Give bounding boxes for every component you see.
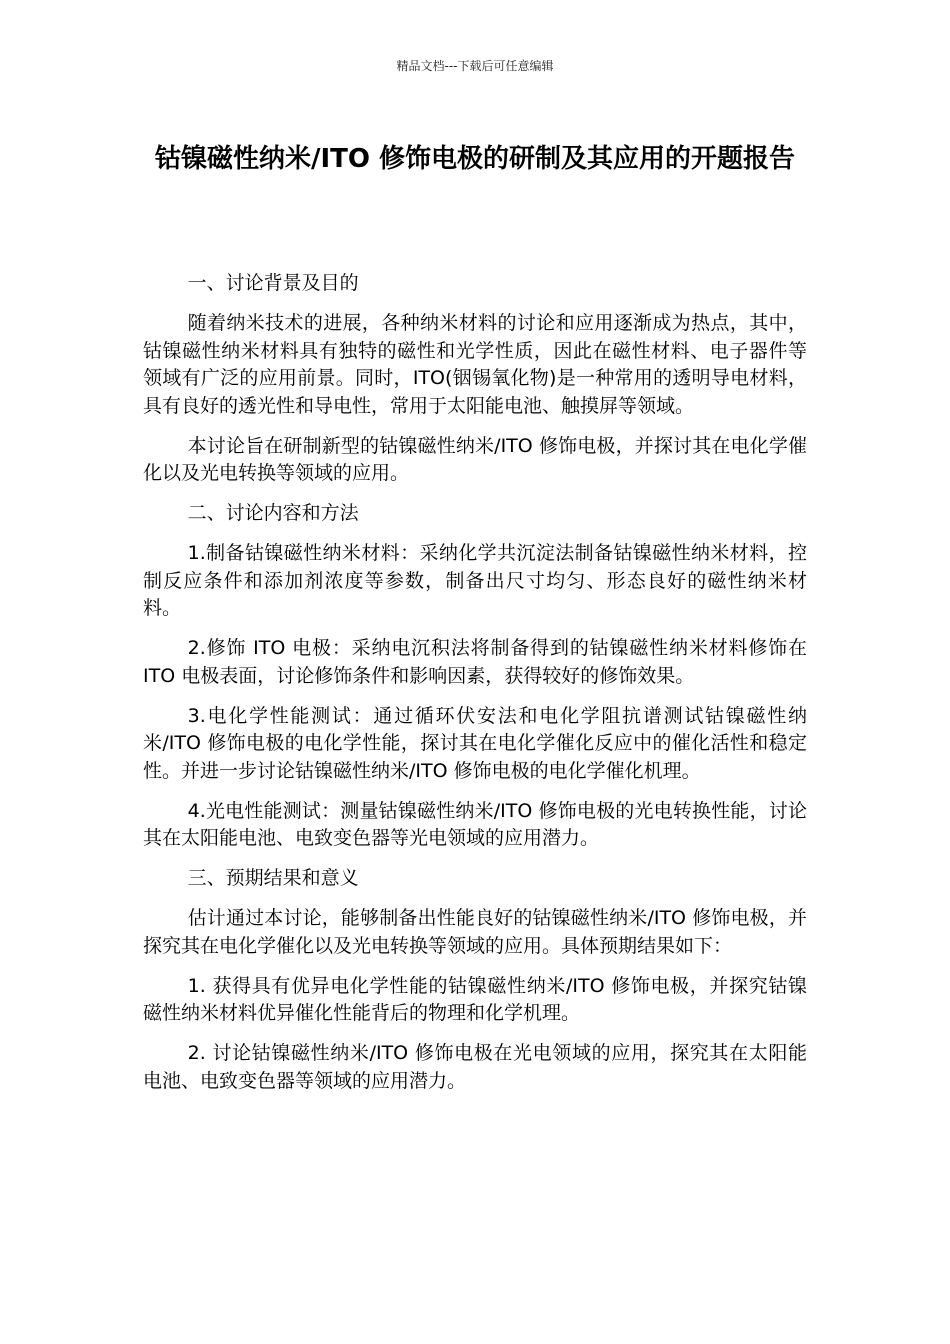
document-body	[143, 270, 807, 1108]
paragraph-result-1: 1. 获得具有优异电化学性能的钴镍磁性纳米/ITO 修饰电极，并探究钴镍磁性纳米材料优异催化性能背后的物理和化学机理。	[143, 974, 807, 1024]
paragraph-method-4: 4.光电性能测试：测量钴镍磁性纳米/ITO 修饰电极的光电转换性能，讨论其在太阳能电池、电致变色器等光电领域的应用潜力。	[143, 799, 807, 849]
section-heading-results: 三、预期结果和意义	[187, 867, 359, 889]
document-title: 钴镍磁性纳米/ITO 修饰电极的研制及其应用的开题报告	[154, 144, 796, 174]
section-heading-background: 一、讨论背景及目的	[187, 272, 359, 294]
section-heading-methods: 二、讨论内容和方法	[187, 502, 359, 524]
paragraph-expected-results: 估计通过本讨论，能够制备出性能良好的钴镍磁性纳米/ITO 修饰电极，并探究其在电化学催化以及光电转换等领域的应用。具体预期结果如下：	[143, 907, 807, 957]
paragraph-method-1: 1.制备钴镍磁性纳米材料：采纳化学共沉淀法制备钴镍磁性纳米材料，控制反应条件和添加剂浓度等参数，制备出尺寸均匀、形态良好的磁性纳米材料。	[143, 542, 807, 619]
paragraph-method-2: 2.修饰 ITO 电极：采纳电沉积法将制备得到的钴镍磁性纳米材料修饰在 ITO 电极表面，讨论修饰条件和影响因素，获得较好的修饰效果。	[143, 637, 807, 687]
header-note: 精品文档---下载后可任意编辑	[396, 59, 554, 73]
paragraph-purpose: 本讨论旨在研制新型的钴镍磁性纳米/ITO 修饰电极，并探讨其在电化学催化以及光电转换等领域的应用。	[143, 434, 807, 484]
paragraph-method-3: 3.电化学性能测试：通过循环伏安法和电化学阻抗谱测试钴镍磁性纳米/ITO 修饰电极的电化学性能，探讨其在电化学催化反应中的催化活性和稳定性。并进一步讨论钴镍磁性纳米/ITO 修饰电极的电化学催化机理。	[143, 704, 807, 782]
paragraph-background: 随着纳米技术的进展，各种纳米材料的讨论和应用逐渐成为热点，其中，钴镍磁性纳米材料具有独特的磁性和光学性质，因此在磁性材料、电子器件等领域有广泛的应用前景。同时，ITO(铟锡氧化物)是一种常用的透明导电材料，具有良好的透光性和导电性，常用于太阳能电池、触摸屏等领域。	[143, 312, 807, 417]
paragraph-result-2: 2. 讨论钴镍磁性纳米/ITO 修饰电极在光电领域的应用，探究其在太阳能电池、电致变色器等领域的应用潜力。	[143, 1042, 807, 1092]
